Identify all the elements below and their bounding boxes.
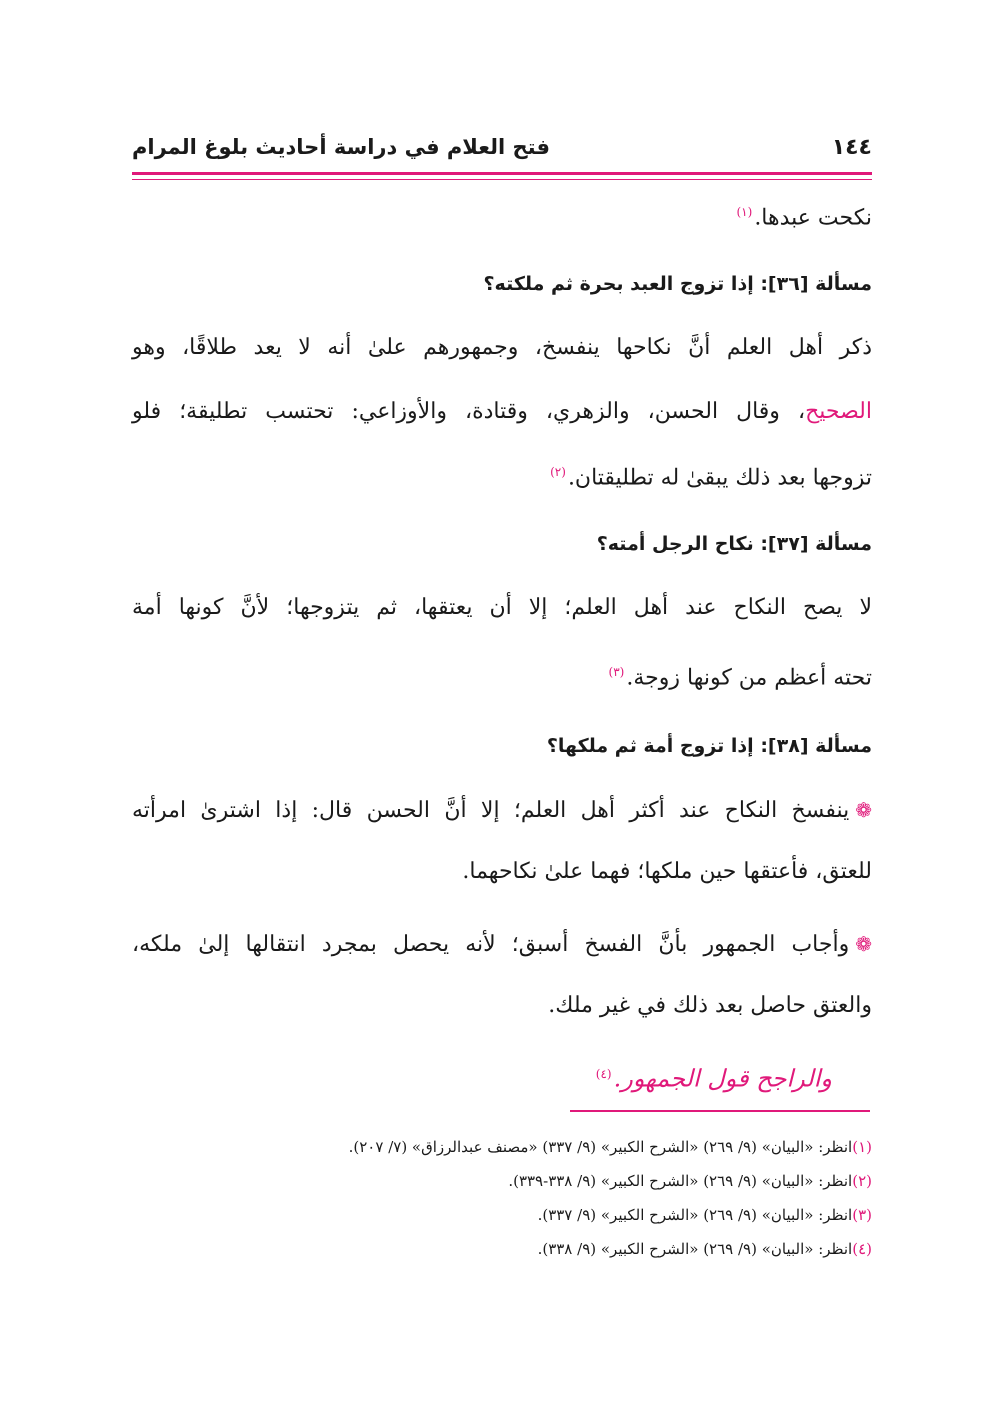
footnote-text: انظر: «البيان» (٩/ ٢٦٩) «الشرح الكبير» (٩/ ٣٣٨-٣٣٩). [508,1172,853,1190]
footnote-number: (٢) [852,1172,872,1190]
question-38-heading: مسألة [٣٨]: إذا تزوج أمة ثم ملكها؟ [546,735,872,757]
footnote-item [132,1200,872,1230]
text-line [132,790,872,831]
footnote-item [132,1234,872,1264]
text-fragment: نكحت عبدها. [754,205,872,231]
footnote-number: (٤) [852,1240,872,1258]
text-line [132,392,872,432]
flower-icon: ❁ [855,798,872,822]
text-line: والعتق حاصل بعد ذلك في غير ملك. [548,993,872,1018]
running-header [132,125,872,185]
text-line [132,652,872,698]
footnote-item [132,1132,872,1162]
header-rule-thick [132,172,872,175]
book-title: فتح العلام في دراسة أحاديث بلوغ المرام [132,135,550,159]
conclusion-text: والراجح قول الجمهور. [613,1064,832,1093]
footnote-item [132,1166,872,1196]
text-fragment: تحته أعظم من كونها زوجة. [626,665,872,691]
footnote-text: انظر: «البيان» (٩/ ٢٦٩) «الشرح الكبير» (٩/ ٣٣٧). [537,1206,853,1224]
question-37-heading: مسألة [٣٧]: نكاح الرجل أمته؟ [596,533,872,555]
flower-icon: ❁ [855,932,872,956]
text-line: للعتق، فأعتقها حين ملكها؛ فهما علىٰ نكاحهما. [462,859,872,884]
text-line [132,452,872,498]
text-fragment: ، وقال الحسن، والزهري، وقتادة، والأوزاعي: تحتسب تطليقة؛ فلو [132,399,806,424]
footnote-ref-2[interactable]: (٢) [550,465,566,479]
footnote-ref-1[interactable]: (١) [736,205,753,219]
footnote-ref-3[interactable]: (٣) [608,665,625,679]
header-rule-thin [132,179,872,180]
highlighted-word: الصحيح [805,399,872,424]
text-fragment: تزوجها بعد ذلك يبقىٰ له تطليقتان. [567,465,872,491]
text-line: لا يصح النكاح عند أهل العلم؛ إلا أن يعتقها، ثم يتزوجها؛ لأنَّ كونها أمة [132,595,872,620]
footnote-text: انظر: «البيان» (٩/ ٢٦٩) «الشرح الكبير» (٩/ ٣٣٨). [537,1240,853,1258]
text-line [132,924,872,965]
footnote-ref-4[interactable]: (٤) [595,1067,612,1081]
footnote-text: انظر: «البيان» (٩/ ٢٦٩) «الشرح الكبير» (٩/ ٣٣٧) «مصنف عبدالرزاق» (٧/ ٢٠٧). [348,1138,853,1156]
text-line [132,192,872,238]
conclusion-line [92,1054,832,1100]
question-36-heading: مسألة [٣٦]: إذا تزوج العبد بحرة ثم ملكته؟ [483,273,872,295]
footnote-number: (٣) [852,1206,872,1224]
footnote-number: (١) [852,1138,872,1156]
text-fragment: وأجاب الجمهور بأنَّ الفسخ أسبق؛ لأنه يحصل بمجرد انتقالها إلىٰ ملكه، [132,932,850,957]
text-fragment: ينفسخ النكاح عند أكثر أهل العلم؛ إلا أنَّ الحسن قال: إذا اشترىٰ امرأته [132,798,850,823]
page-number: ١٤٤ [831,135,872,160]
text-line: ذكر أهل العلم أنَّ نكاحها ينفسخ، وجمهورهم علىٰ أنه لا يعد طلاقًا، وهو [132,335,872,360]
footnote-separator [570,1110,870,1112]
